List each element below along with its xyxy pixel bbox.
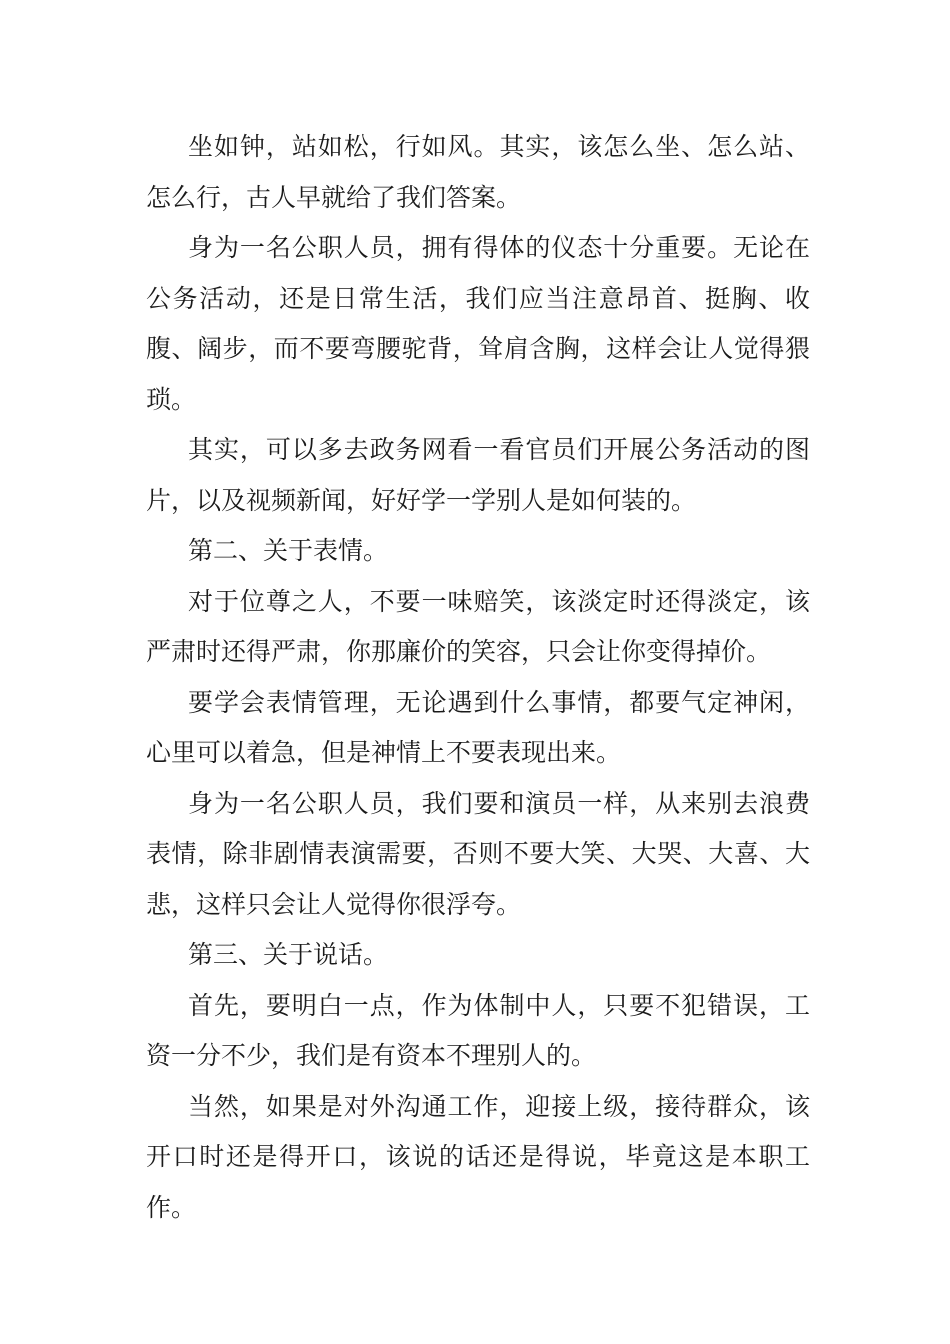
paragraph-10: 当然，如果是对外沟通工作，迎接上级，接待群众，该开口时还是得开口，该说的话还是得说，毕竟这是本职工作。 <box>146 1091 810 1222</box>
paragraph-9: 首先，要明白一点，作为体制中人，只要不犯错误，工资一分不少，我们是有资本不理别人的。 <box>146 990 810 1070</box>
document-body <box>146 122 810 1233</box>
paragraph-6: 要学会表情管理，无论遇到什么事情，都要气定神闲，心里可以着急，但是神情上不要表现出来。 <box>146 687 810 767</box>
paragraph-1: 坐如钟，站如松，行如风。其实，该怎么坐、怎么站、怎么行，古人早就给了我们答案。 <box>146 132 810 212</box>
paragraph-7: 身为一名公职人员，我们要和演员一样，从来别去浪费表情，除非剧情表演需要，否则不要大笑、大哭、大喜、大悲，这样只会让人觉得你很浮夸。 <box>146 788 810 919</box>
paragraph-5: 对于位尊之人，不要一味赔笑，该淡定时还得淡定，该严肃时还得严肃，你那廉价的笑容，只会让你变得掉价。 <box>146 586 810 666</box>
paragraph-2: 身为一名公职人员，拥有得体的仪态十分重要。无论在公务活动，还是日常生活，我们应当注意昂首、挺胸、收腹、阔步，而不要弯腰驼背，耸肩含胸，这样会让人觉得猥琐。 <box>146 233 810 414</box>
paragraph-3: 其实，可以多去政务网看一看官员们开展公务活动的图片，以及视频新闻，好好学一学别人是如何装的。 <box>146 435 810 515</box>
section-heading-speech: 第三、关于说话。 <box>188 940 389 969</box>
section-heading-expression: 第二、关于表情。 <box>188 536 389 565</box>
